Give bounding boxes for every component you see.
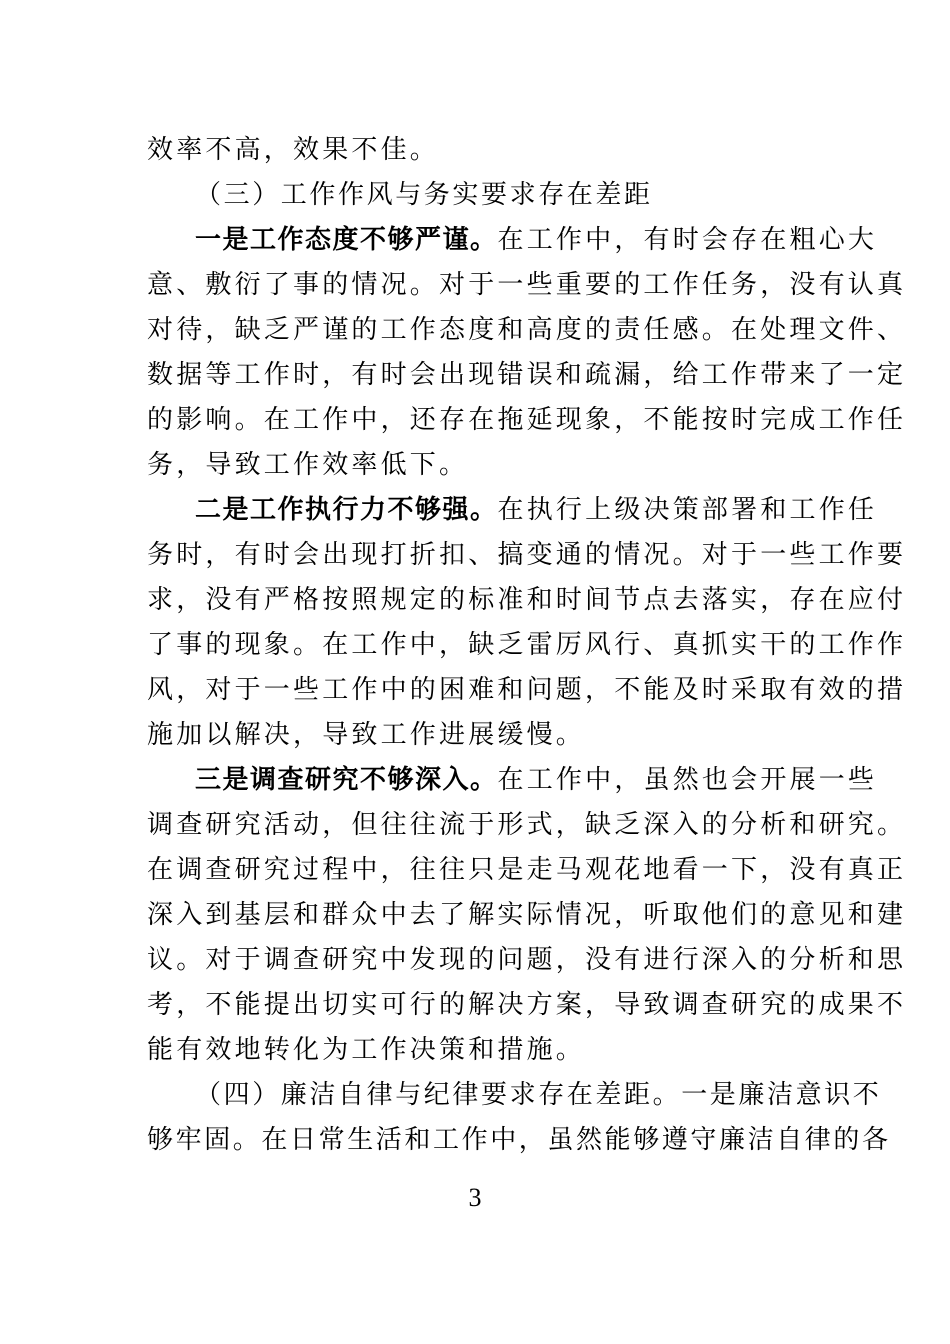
body-line: 数据等工作时，有时会出现错误和疏漏，给工作带来了一定 — [147, 360, 907, 390]
body-line: 调查研究活动，但往往流于形式，缺乏深入的分析和研究。 — [147, 810, 907, 840]
document-page — [147, 128, 907, 1163]
body-line: 务，导致工作效率低下。 — [147, 450, 469, 480]
page-number: 3 — [468, 1183, 482, 1212]
body-line: 的影响。在工作中，还存在拖延现象，不能按时完成工作任 — [147, 405, 907, 435]
body-line: 施加以解决，导致工作进展缓慢。 — [147, 720, 586, 750]
paragraph-text: 在执行上级决策部署和工作任 — [497, 495, 878, 525]
paragraph-text: 在工作中，虽然也会开展一些 — [497, 765, 878, 795]
section-heading-4: （四）廉洁自律与纪律要求存在差距。一是廉洁意识不 — [195, 1080, 882, 1110]
body-line: 务时，有时会出现打折扣、搞变通的情况。对于一些工作要 — [147, 540, 907, 570]
paragraph-lead: 一是工作态度不够严谨。 — [195, 225, 498, 255]
body-line: 对待，缺乏严谨的工作态度和高度的责任感。在处理文件、 — [147, 315, 907, 345]
body-line: 考，不能提出切实可行的解决方案，导致调查研究的成果不 — [147, 990, 907, 1020]
body-line: 了事的现象。在工作中，缺乏雷厉风行、真抓实干的工作作 — [147, 630, 907, 660]
paragraph-2-start — [147, 488, 878, 533]
body-line: 深入到基层和群众中去了解实际情况，听取他们的意见和建 — [147, 900, 907, 930]
body-line: 效率不高，效果不佳。 — [147, 135, 440, 165]
paragraph-lead: 三是调查研究不够深入。 — [195, 765, 498, 795]
body-line: 够牢固。在日常生活和工作中，虽然能够遵守廉洁自律的各 — [147, 1125, 891, 1155]
body-line: 议。对于调查研究中发现的问题，没有进行深入的分析和思 — [147, 945, 907, 975]
paragraph-3-start — [147, 758, 878, 803]
body-line: 在调查研究过程中，往往只是走马观花地看一下，没有真正 — [147, 855, 907, 885]
body-line: 风，对于一些工作中的困难和问题，不能及时采取有效的措 — [147, 675, 907, 705]
body-line: 求，没有严格按照规定的标准和时间节点去落实，存在应付 — [147, 585, 907, 615]
body-line: 意、敷衍了事的情况。对于一些重要的工作任务，没有认真 — [147, 270, 907, 300]
body-line: 能有效地转化为工作决策和措施。 — [147, 1035, 586, 1065]
paragraph-lead: 二是工作执行力不够强。 — [195, 495, 498, 525]
paragraph-1-start — [147, 218, 878, 263]
paragraph-text: 在工作中，有时会存在粗心大 — [497, 225, 878, 255]
section-heading-3: （三）工作作风与务实要求存在差距 — [195, 180, 653, 210]
